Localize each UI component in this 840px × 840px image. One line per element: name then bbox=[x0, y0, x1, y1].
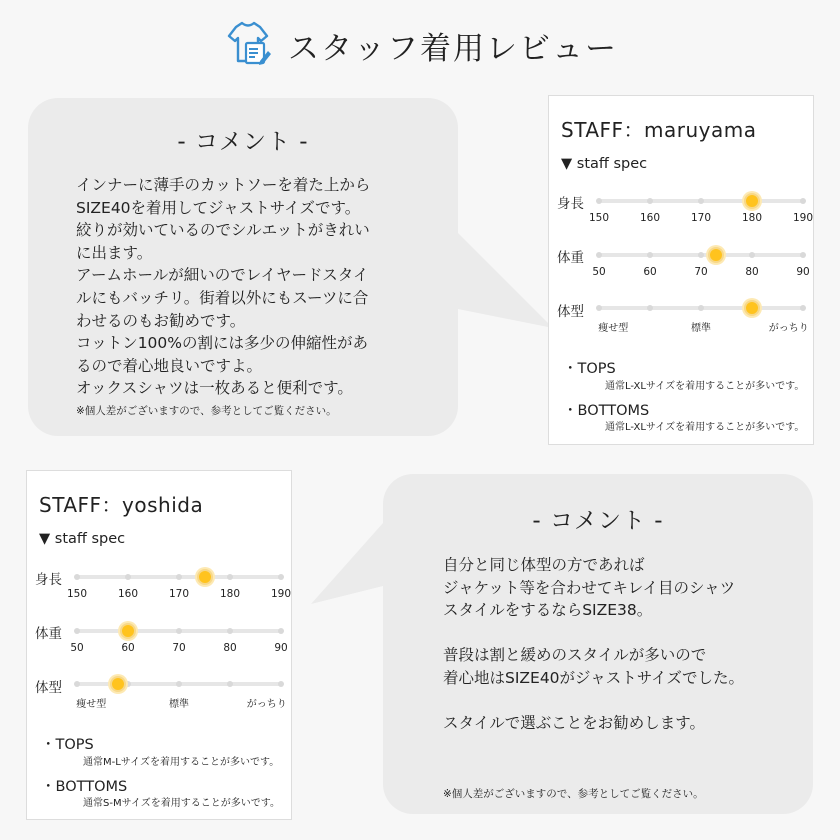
tick-label: 190 bbox=[792, 212, 814, 224]
tick-label: 90 bbox=[274, 642, 288, 654]
tick-label: 標準 bbox=[169, 699, 189, 710]
scale-tick bbox=[74, 628, 80, 634]
comment-title: - コメント - bbox=[177, 129, 309, 155]
comment-line: ジャケット等を合わせてキレイ目のシャツ bbox=[443, 578, 736, 597]
scale-tick bbox=[749, 252, 755, 258]
page-header bbox=[0, 14, 840, 76]
comment-body bbox=[76, 174, 370, 400]
value-marker bbox=[120, 623, 136, 639]
bottoms-label: ・BOTTOMS bbox=[563, 403, 650, 419]
comment-line: ルにもバッチリ。街着以外にもスーツに合 bbox=[76, 288, 369, 307]
comment-line: 絞りが効いているのでシルエットがきれい bbox=[76, 221, 370, 240]
tick-label: 190 bbox=[270, 588, 292, 600]
comment-line: アームホールが細いのでレイヤードスタイ bbox=[76, 266, 369, 285]
scale-tick bbox=[278, 681, 284, 687]
bubble-tail bbox=[311, 514, 391, 614]
scale-tick bbox=[698, 305, 704, 311]
weight-label: 体重 bbox=[557, 250, 584, 266]
tops-label: ・TOPS bbox=[41, 737, 94, 753]
comment-line: 普段は割と緩めのスタイルが多いので bbox=[443, 646, 707, 665]
body-type-label: 体型 bbox=[557, 304, 584, 320]
tops-size-note: 通常L-XLサイズを着用することが多いです。 bbox=[605, 381, 805, 392]
body-type-label: 体型 bbox=[35, 680, 62, 696]
weight-label: 体重 bbox=[35, 626, 62, 642]
bottoms-size-note: 通常L-XLサイズを着用することが多いです。 bbox=[605, 422, 805, 433]
value-marker bbox=[744, 193, 760, 209]
comment-line: コットン100%の割には多少の伸縮性があ bbox=[76, 334, 369, 353]
scale-tick bbox=[74, 681, 80, 687]
bottoms-size-note: 通常S-Mサイズを着用することが多いです。 bbox=[83, 798, 280, 809]
comment-line: SIZE40を着用してジャストサイズです。 bbox=[76, 198, 361, 217]
comment-line: に出ます。 bbox=[76, 243, 153, 262]
comment-line: インナーに薄手のカットソーを着た上から bbox=[76, 176, 371, 194]
scale-tick bbox=[227, 574, 233, 580]
scale-tick bbox=[698, 198, 704, 204]
comment-line: るので着心地良いですよ。 bbox=[76, 356, 263, 375]
tick-label: 70 bbox=[694, 266, 708, 278]
scale-tick bbox=[800, 252, 806, 258]
scale-tick bbox=[125, 574, 131, 580]
scale-tick bbox=[278, 574, 284, 580]
scale-tick bbox=[596, 198, 602, 204]
staff-card-yoshida bbox=[26, 470, 292, 820]
scale-tick bbox=[647, 198, 653, 204]
scale-tick bbox=[278, 628, 284, 634]
comment-line bbox=[443, 622, 744, 645]
tick-label: 標準 bbox=[691, 323, 711, 334]
tick-label: 180 bbox=[219, 588, 241, 600]
tick-label: がっちり bbox=[246, 699, 287, 710]
tick-label: 痩せ型 bbox=[76, 699, 107, 710]
comment-bubble-top bbox=[28, 98, 458, 436]
comment-line: 自分と同じ体型の方であれば bbox=[443, 556, 645, 574]
spec-title: ▼ staff spec bbox=[39, 531, 126, 547]
tick-label: がっちり bbox=[768, 323, 809, 334]
comment-line: オックスシャツは一枚あると便利です。 bbox=[76, 379, 353, 398]
comment-bubble-bottom bbox=[383, 474, 813, 814]
value-marker bbox=[708, 247, 724, 263]
scale-tick bbox=[176, 681, 182, 687]
value-marker bbox=[110, 676, 126, 692]
tick-label: 180 bbox=[741, 212, 763, 224]
comment-line: スタイルをするならSIZE38。 bbox=[443, 601, 653, 620]
staff-name: STAFF：maruyama bbox=[561, 118, 757, 142]
scale-tick bbox=[227, 628, 233, 634]
tick-label: 160 bbox=[117, 588, 139, 600]
comment-line: 着心地はSIZE40がジャストサイズでした。 bbox=[443, 668, 744, 687]
disclaimer-note: ※個人差がございますので、参考としてご覧ください。 bbox=[76, 405, 337, 417]
tick-label: 70 bbox=[172, 642, 186, 654]
tick-label: 80 bbox=[745, 266, 759, 278]
height-label: 身長 bbox=[35, 572, 62, 588]
value-marker bbox=[197, 569, 213, 585]
bottoms-label: ・BOTTOMS bbox=[41, 779, 128, 795]
scale-tick bbox=[800, 198, 806, 204]
tick-label: 60 bbox=[121, 642, 135, 654]
comment-line bbox=[443, 690, 744, 713]
scale-tick bbox=[800, 305, 806, 311]
comment-line: スタイルで選ぶことをお勧めします。 bbox=[443, 714, 705, 733]
scale-tick bbox=[125, 681, 131, 687]
comment-body bbox=[443, 554, 744, 735]
comment-line: わせるのもお勧めです。 bbox=[76, 311, 246, 330]
tick-label: 170 bbox=[168, 588, 190, 600]
scale-tick bbox=[227, 681, 233, 687]
tick-label: 150 bbox=[588, 212, 610, 224]
tick-label: 50 bbox=[70, 642, 84, 654]
scale-tick bbox=[176, 628, 182, 634]
scale-tick bbox=[596, 305, 602, 311]
scale-tick bbox=[698, 252, 704, 258]
spec-title: ▼ staff spec bbox=[561, 156, 648, 172]
scale-tick bbox=[596, 252, 602, 258]
tick-label: 50 bbox=[592, 266, 606, 278]
scale-tick bbox=[647, 252, 653, 258]
scale-tick bbox=[74, 574, 80, 580]
tick-label: 150 bbox=[66, 588, 88, 600]
tick-label: 90 bbox=[796, 266, 810, 278]
tick-label: 60 bbox=[643, 266, 657, 278]
scale-tick bbox=[176, 574, 182, 580]
tops-label: ・TOPS bbox=[563, 361, 616, 377]
tick-label: 80 bbox=[223, 642, 237, 654]
staff-card-maruyama bbox=[548, 95, 814, 445]
scale-tick bbox=[647, 305, 653, 311]
staff-name: STAFF：yoshida bbox=[39, 493, 204, 517]
shirt-review-icon bbox=[222, 17, 274, 73]
disclaimer-note: ※個人差がございますので、参考としてご覧ください。 bbox=[443, 788, 704, 800]
page-title: スタッフ着用レビュー bbox=[288, 30, 618, 67]
height-label: 身長 bbox=[557, 196, 584, 212]
tops-size-note: 通常M-Lサイズを着用することが多いです。 bbox=[83, 757, 280, 768]
tick-label: 160 bbox=[639, 212, 661, 224]
tick-label: 痩せ型 bbox=[598, 323, 629, 334]
value-marker bbox=[744, 300, 760, 316]
comment-title: - コメント - bbox=[532, 508, 664, 534]
tick-label: 170 bbox=[690, 212, 712, 224]
